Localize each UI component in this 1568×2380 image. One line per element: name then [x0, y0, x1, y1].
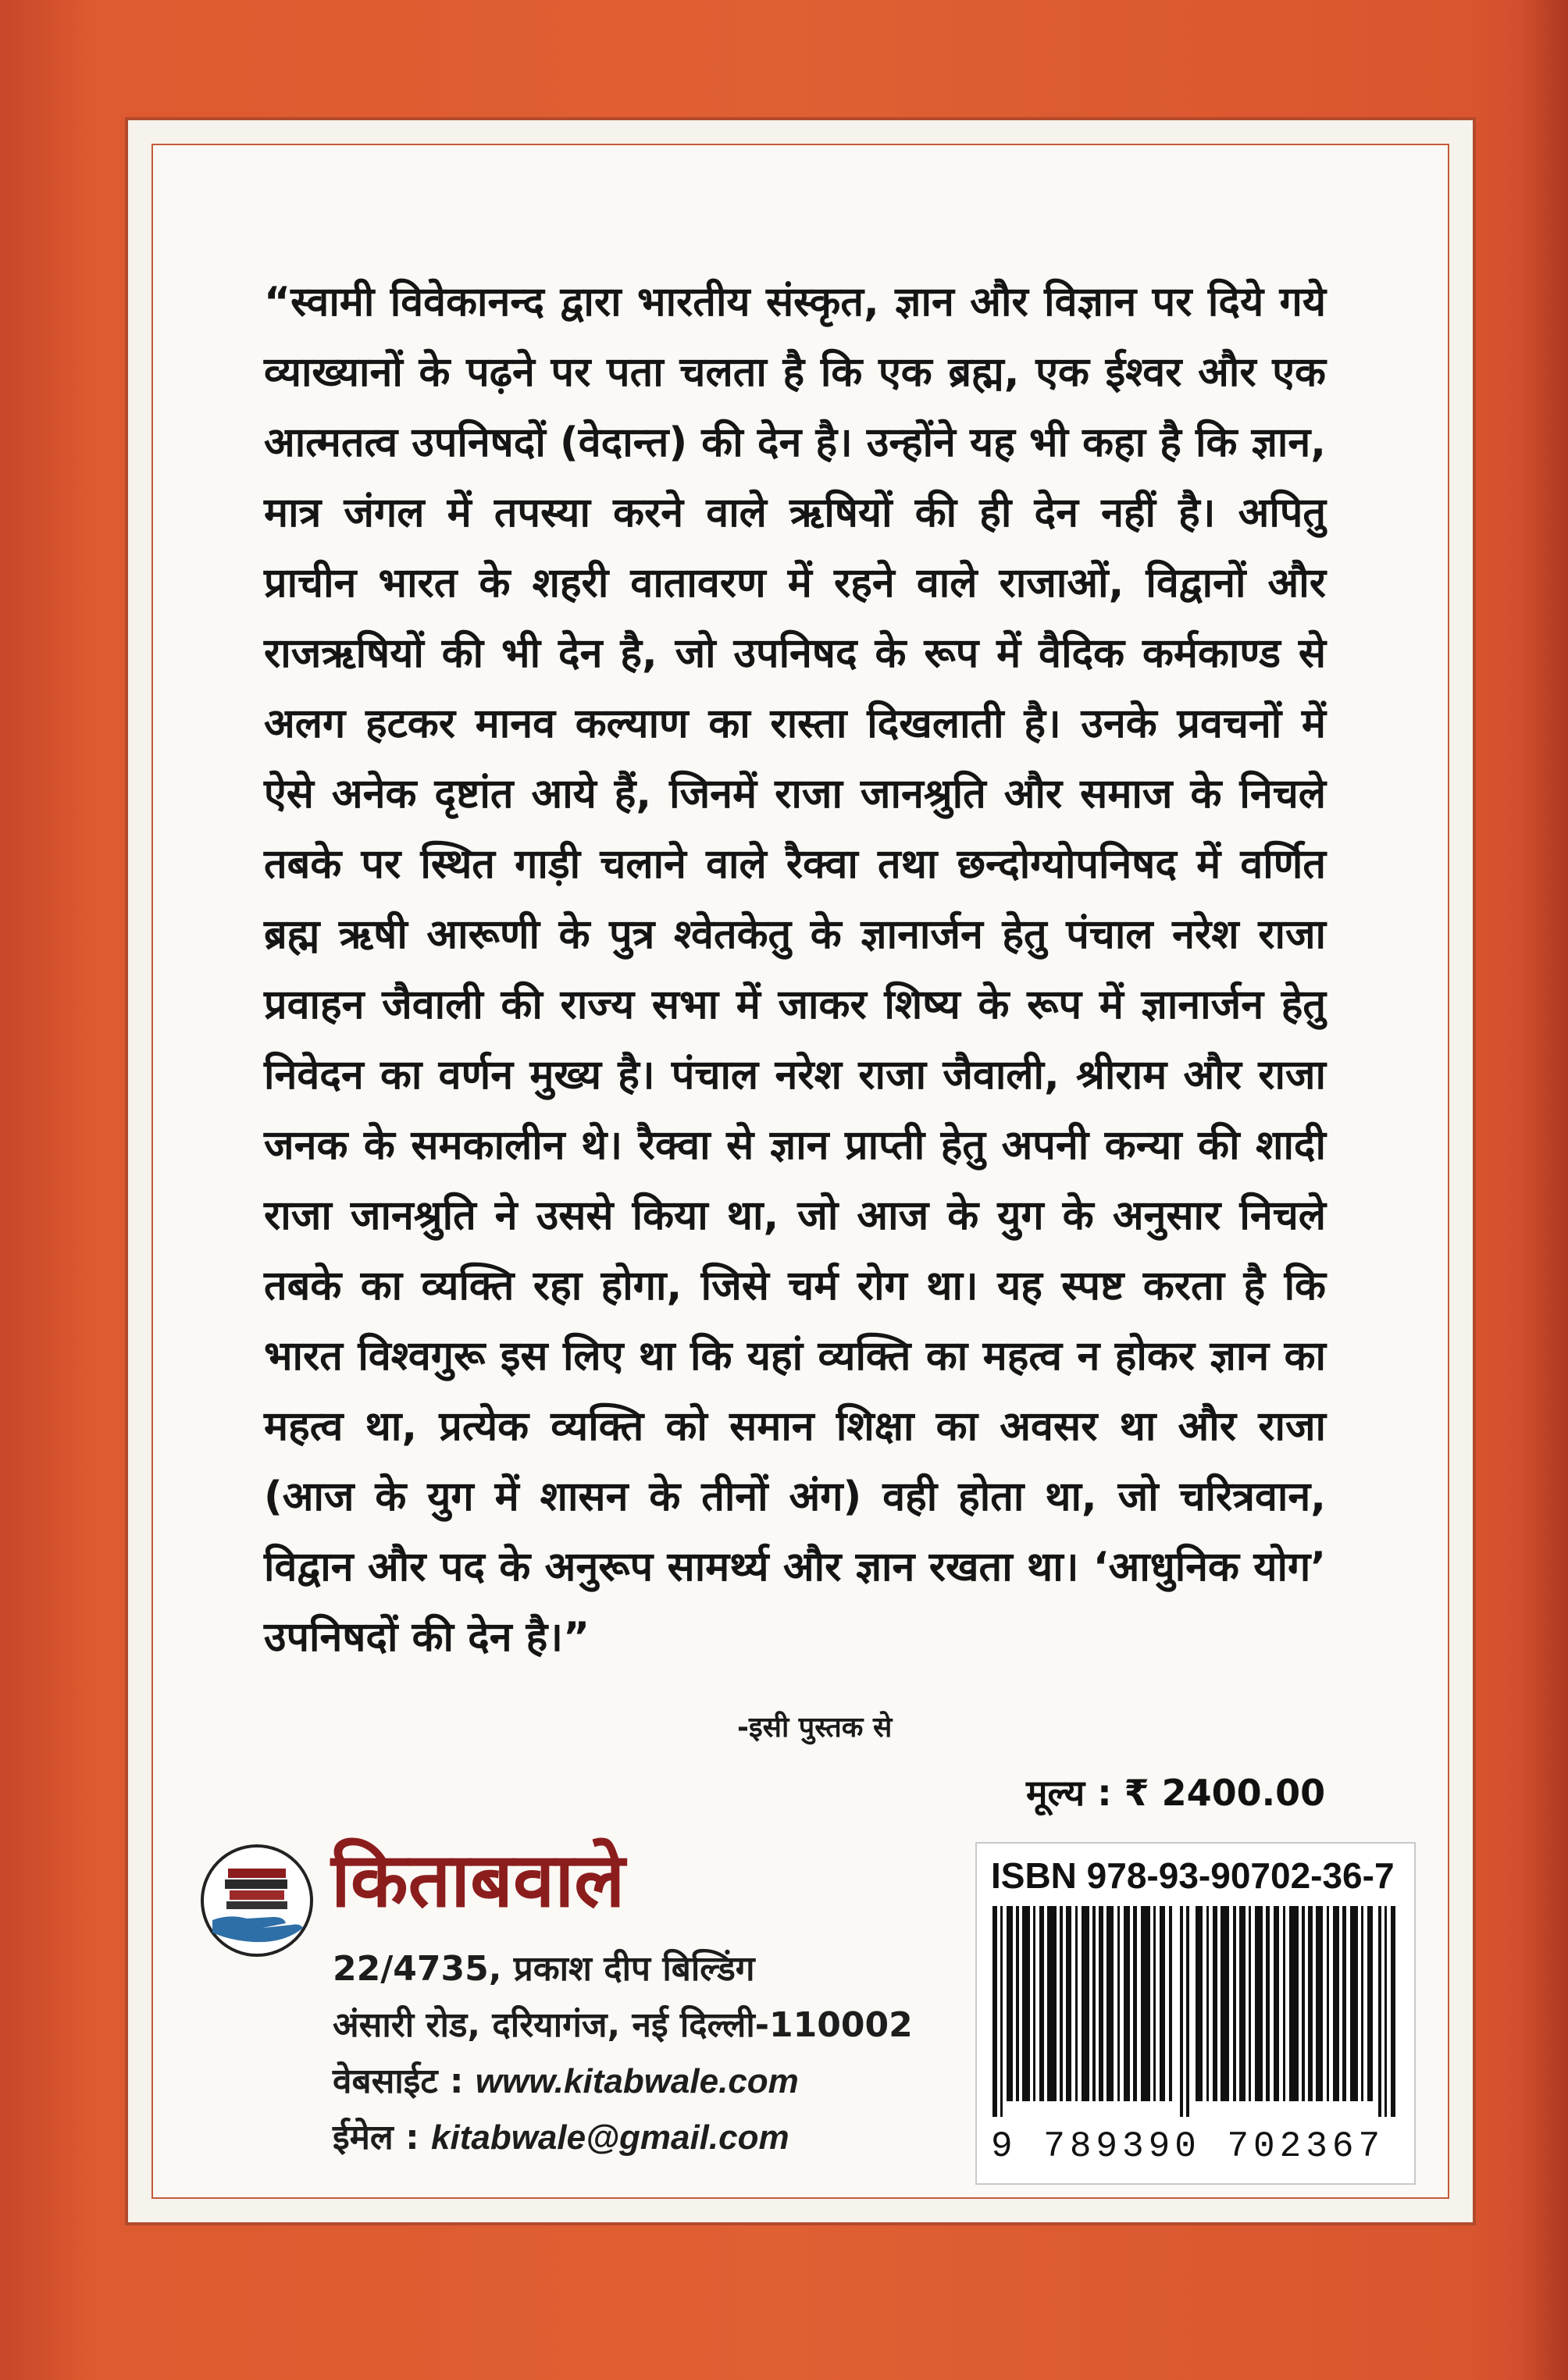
- website-link[interactable]: www.kitabwale.com: [475, 2062, 799, 2100]
- website-label: वेबसाईट :: [333, 2061, 464, 2101]
- books-in-hand-icon: [198, 1842, 315, 1959]
- blurb-quote: “स्वामी विवेकानन्द द्वारा भारतीय संस्कृत, ज्ञान और विज्ञान पर दिये गये व्याख्यानों के पढ़ने पर पता चलता है कि एक ब्रह्म, एक ईश्वर और एक आत्मतत्व उपनिषदों (वेदान्त) की देन है। उन्होंने यह भी कहा है कि ज्ञान, मात्र जंगल में तपस्या करने वाले ऋषियों की ही देन नहीं है। अपितु प्राचीन भारत के शहरी वातावरण में रहने वाले राजाओं, विद्वानों और राजऋषियों की भी देन है, जो उपनिषद के रूप में वैदिक कर्मकाण्ड से अलग हटकर मानव कल्याण का रास्ता दिखलाती है। उनके प्रवचनों में ऐसे अनेक दृष्टांत आये हैं, जिनमें राजा जानश्रुति और समाज के निचले तबके पर स्थित गाड़ी चलाने वाले रैक्वा तथा छन्दोग्योपनिषद में वर्णित ब्रह्म ऋषी आरूणी के पुत्र श्वेतकेतु के ज्ञानार्जन हेतु पंचाल नरेश राजा प्रवाहन जैवाली की राज्य सभा में जाकर शिष्य के रूप में ज्ञानार्जन हेतु निवेदन का वर्णन मुख्य है। पंचाल नरेश राजा जैवाली, श्रीराम और राजा जनक के समकालीन थे। रैक्वा से ज्ञान प्राप्ती हेतु अपनी कन्या की शादी राजा जानश्रुति ने उससे किया था, जो आज के युग के अनुसार निचले तबके का व्यक्ति रहा होगा, जिसे चर्म रोग था। यह स्पष्ट करता है कि भारत विश्वगुरू इस लिए था कि यहां व्यक्ति का महत्व न होकर ज्ञान का महत्व था, प्रत्येक व्यक्ति को समान शिक्षा का अवसर था और राजा (आज के युग में शासन के तीनों अंग) वही होता था, जो चरित्रवान, विद्वान और पद के अनुरूप सामर्थ्य और ज्ञान रखता था। ‘आधुनिक योग’ उपनिषदों की देन है।”: [264, 279, 1326, 1661]
- quote-attribution: -इसी पुस्तक से: [737, 1712, 893, 1744]
- barcode-icon: [992, 1906, 1399, 2117]
- email-label: ईमेल :: [333, 2118, 419, 2157]
- isbn-number: ISBN 978-93-90702-36-7: [991, 1855, 1395, 1896]
- price-label: मूल्य : ₹ 2400.00: [1026, 1772, 1326, 1814]
- publisher-address-line2: अंसारी रोड, दरियागंज, नई दिल्ली-110002: [333, 2005, 913, 2045]
- publisher-block: [198, 1826, 979, 2186]
- publisher-address-line1: 22/4735, प्रकाश दीप बिल्डिंग: [333, 1949, 755, 1989]
- publisher-website-row: [333, 2056, 799, 2103]
- spine-edge: [1521, 0, 1568, 2380]
- barcode-digits: 9 789390 702367: [991, 2126, 1385, 2167]
- email-link[interactable]: kitabwale@gmail.com: [431, 2118, 789, 2157]
- publisher-name: किताबवाले: [331, 1837, 625, 1924]
- cover-panel: [125, 117, 1476, 2225]
- isbn-barcode: [975, 1842, 1416, 2185]
- publisher-email-row: [333, 2112, 789, 2159]
